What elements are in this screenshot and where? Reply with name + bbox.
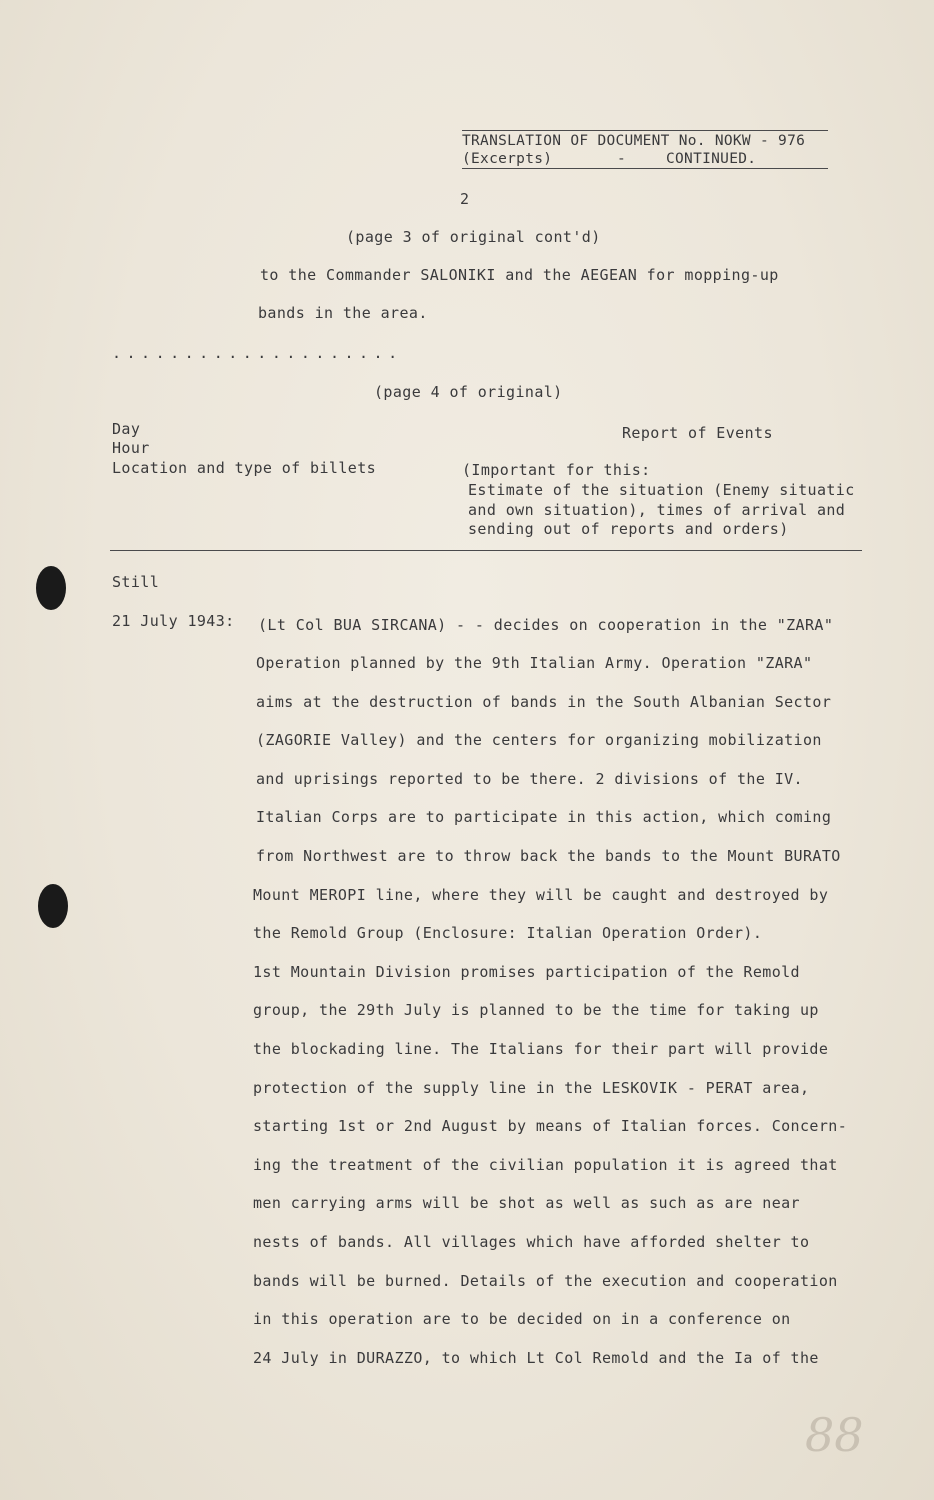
entry-line: Mount MEROPI line, where they will be caught and destroyed by — [253, 885, 829, 904]
entry-location: Still — [112, 573, 160, 591]
page-number: 2 — [460, 190, 470, 208]
entry-line: (ZAGORIE Valley) and the centers for organizing mobilization — [256, 731, 822, 750]
page4-reference: (page 4 of original) — [374, 383, 563, 401]
entry-line: Italian Corps are to participate in this action, which coming — [256, 808, 832, 827]
column-report-title: Report of Events — [622, 424, 773, 442]
column-report-note-4: sending out of reports and orders) — [468, 520, 789, 538]
entry-line: in this operation are to be decided on in a conference on — [253, 1310, 791, 1329]
entry-line: men carrying arms will be shot as well as such as are near — [253, 1194, 800, 1213]
entry-line: nests of bands. All villages which have afforded shelter to — [253, 1233, 810, 1251]
punch-hole-bottom — [38, 884, 68, 928]
entry-line: 1st Mountain Division promises participation of the Remold — [253, 962, 800, 981]
column-hour: Hour — [112, 439, 150, 457]
header-underline — [462, 168, 828, 169]
header-title: TRANSLATION OF DOCUMENT No. NOKW - 976 — [462, 133, 806, 149]
column-report-note-3: and own situation), times of arrival and — [468, 501, 846, 519]
entry-line: the blockading line. The Italians for their part will provide — [253, 1040, 829, 1058]
entry-line: ing the treatment of the civilian population it is agreed that — [253, 1155, 838, 1174]
intro-line-1: to the Commander SALONIKI and the AEGEAN for mopping-up — [260, 266, 779, 284]
entry-line: bands will be burned. Details of the execution and cooperation — [253, 1271, 838, 1290]
punch-hole-top — [36, 566, 66, 610]
header-underline-top — [462, 130, 828, 131]
header-dash: - — [617, 151, 627, 167]
entry-line: group, the 29th July is planned to be the time for taking up — [253, 1001, 819, 1020]
page3-reference: (page 3 of original cont'd) — [346, 228, 601, 246]
intro-line-2: bands in the area. — [258, 304, 428, 322]
pencil-page-mark: 88 — [805, 1408, 864, 1462]
entry-line: from Northwest are to throw back the bands to the Mount BURATO — [256, 847, 841, 865]
entry-date: 21 July 1943: — [112, 612, 235, 630]
entry-line: aims at the destruction of bands in the South Albanian Sector — [256, 692, 832, 711]
header-continued: CONTINUED. — [666, 151, 757, 167]
column-report-note-2: Estimate of the situation (Enemy situatic — [468, 481, 855, 499]
entry-line: 24 July in DURAZZO, to which Lt Col Remold and the Ia of the — [253, 1348, 819, 1367]
column-location: Location and type of billets — [112, 459, 377, 477]
entry-line: Operation planned by the 9th Italian Army. Operation "ZARA" — [256, 654, 813, 672]
table-header-rule — [110, 550, 862, 551]
column-report-note-1: (Important for this: — [462, 461, 651, 479]
column-day: Day — [112, 420, 141, 438]
entry-line: starting 1st or 2nd August by means of Italian forces. Concern- — [253, 1117, 848, 1136]
separator-dots: .................... — [112, 344, 403, 362]
header-excerpts: (Excerpts) — [462, 151, 553, 167]
entry-line: the Remold Group (Enclosure: Italian Operation Order). — [253, 924, 763, 943]
entry-first-line: (Lt Col BUA SIRCANA) - - decides on cooperation in the "ZARA" — [258, 616, 834, 634]
entry-line: and uprisings reported to be there. 2 divisions of the IV. — [256, 769, 803, 788]
entry-line: protection of the supply line in the LESKOVIK - PERAT area, — [253, 1078, 810, 1097]
